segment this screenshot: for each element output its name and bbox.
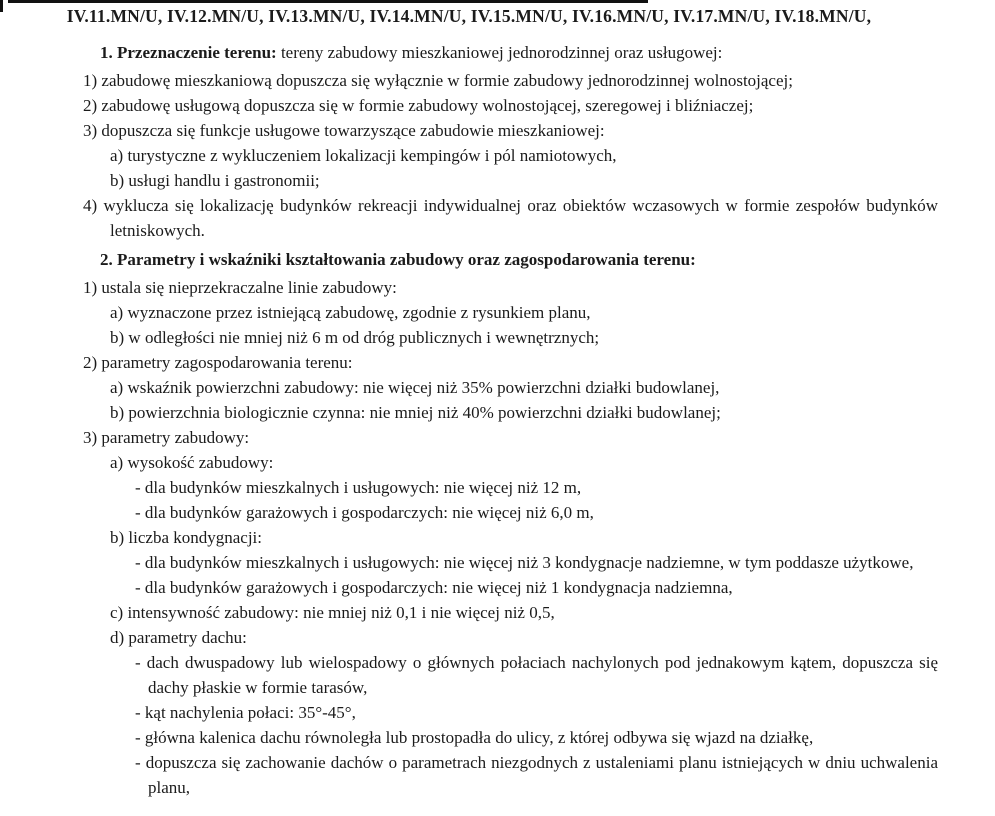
paragraph: a) turystyczne z wykluczeniem lokalizacji kempingów i pól namiotowych,	[110, 146, 617, 165]
document-body	[0, 40, 938, 800]
paragraph: - kąt nachylenia połaci: 35°-45°,	[135, 703, 356, 722]
paragraph: a) wskaźnik powierzchni zabudowy: nie więcej niż 35% powierzchni działki budowlanej,	[110, 378, 720, 397]
paragraph: b) usługi handlu i gastronomii;	[110, 171, 320, 190]
paragraph: 3) parametry zabudowy:	[83, 428, 250, 447]
paragraph-bold-lead: 2. Parametry i wskaźniki kształtowania zabudowy oraz zagospodarowania terenu:	[100, 250, 696, 269]
paragraph: - dach dwuspadowy lub wielospadowy o głównych połaciach nachylonych pod jednakowym kątem, dopuszcza się dachy płaskie w formie tarasów,	[135, 653, 938, 697]
paragraph: 3) dopuszcza się funkcje usługowe towarzyszące zabudowie mieszkaniowej:	[83, 121, 605, 140]
paragraph: 1. Przeznaczenie terenu: tereny zabudowy mieszkaniowej jednorodzinnej oraz usługowej:	[100, 43, 723, 62]
paragraph: a) wyznaczone przez istniejącą zabudowę, zgodnie z rysunkiem planu,	[110, 303, 591, 322]
paragraph: - dla budynków garażowych i gospodarczych: nie więcej niż 1 kondygnacja nadziemna,	[135, 578, 733, 597]
paragraph-bold-lead: 1. Przeznaczenie terenu:	[100, 43, 277, 62]
paragraph: c) intensywność zabudowy: nie mniej niż 0,1 i nie więcej niż 0,5,	[110, 603, 555, 622]
paragraph: a) wysokość zabudowy:	[110, 453, 274, 472]
paragraph: - dla budynków mieszkalnych i usługowych: nie więcej niż 3 kondygnacje nadziemne, w tym poddasze użytkowe,	[135, 553, 914, 572]
paragraph: - dla budynków garażowych i gospodarczych: nie więcej niż 6,0 m,	[135, 503, 594, 522]
zone-symbols-header: IV.11.MN/U, IV.12.MN/U, IV.13.MN/U, IV.14.MN/U, IV.15.MN/U, IV.16.MN/U, IV.17.MN/U, IV.18.MN/U,	[66, 6, 872, 26]
paragraph: - dopuszcza się zachowanie dachów o parametrach niezgodnych z ustaleniami planu istniejących w dniu uchwalenia planu,	[135, 753, 938, 797]
paragraph	[0, 247, 938, 272]
paragraph: d) parametry dachu:	[110, 628, 247, 647]
paragraph: - dla budynków mieszkalnych i usługowych: nie więcej niż 12 m,	[135, 478, 582, 497]
paragraph: 4) wyklucza się lokalizację budynków rekreacji indywidualnej oraz obiektów wczasowych w formie zespołów budynków letniskowych.	[83, 196, 938, 240]
paragraph: b) powierzchnia biologicznie czynna: nie mniej niż 40% powierzchni działki budowlanej;	[110, 403, 721, 422]
paragraph: b) w odległości nie mniej niż 6 m od dróg publicznych i wewnętrznych;	[110, 328, 600, 347]
paragraph: 1) zabudowę mieszkaniową dopuszcza się wyłącznie w formie zabudowy jednorodzinnej wolnostojącej;	[83, 71, 793, 90]
paragraph: 2) parametry zagospodarowania terenu:	[83, 353, 353, 372]
paragraph: 1) ustala się nieprzekraczalne linie zabudowy:	[83, 278, 397, 297]
paragraph: - główna kalenica dachu równoległa lub prostopadła do ulicy, z której odbywa się wjazd na działkę,	[135, 728, 814, 747]
paragraph: 2) zabudowę usługową dopuszcza się w formie zabudowy wolnostojącej, szeregowej i bliźniaczej;	[83, 96, 754, 115]
document-cell	[0, 3, 995, 800]
paragraph: b) liczba kondygnacji:	[110, 528, 263, 547]
